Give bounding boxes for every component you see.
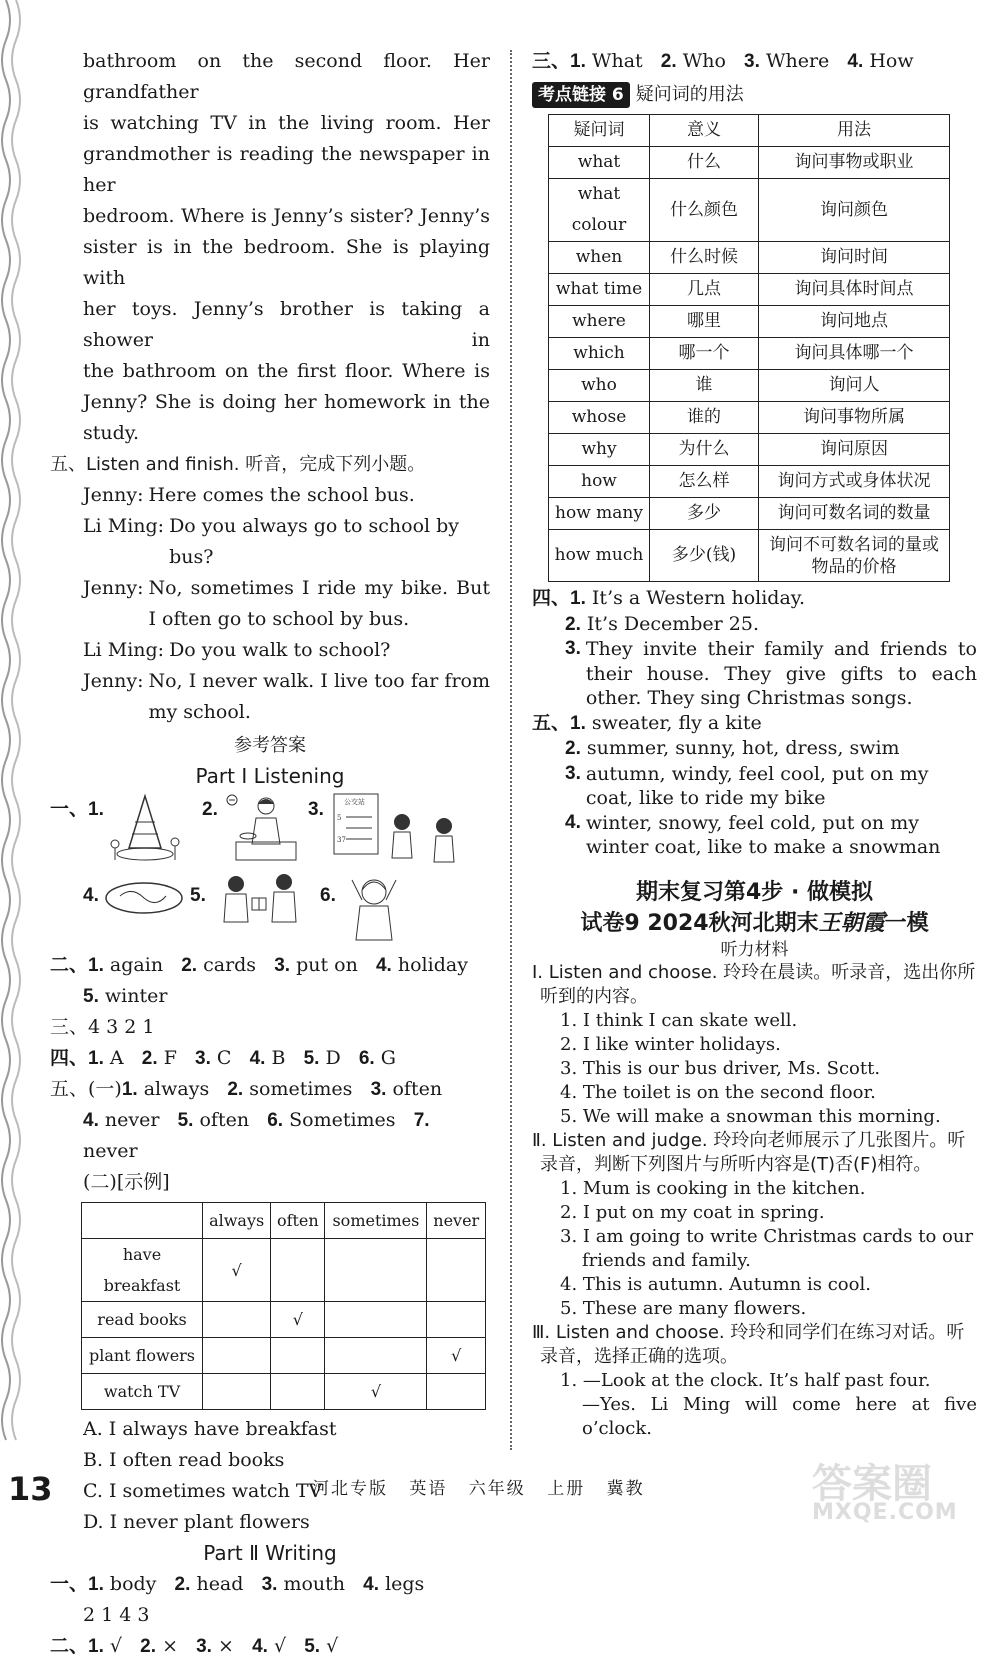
item-number: 1. [88, 1048, 104, 1069]
passage-line: her toys. Jenny’s brother is taking a shower in [83, 298, 490, 351]
answer: sometimes [249, 1078, 353, 1100]
item-number: 2. [565, 738, 581, 759]
item-number: 5. [304, 1636, 321, 1657]
listening-item: 4. The toilet is on the second floor. [560, 1081, 876, 1103]
cell: 为什么 [650, 434, 759, 466]
item-number: 4. [565, 811, 581, 833]
page-number: 13 [8, 1470, 53, 1508]
question-word-table [548, 114, 950, 582]
answer: B [271, 1047, 286, 1069]
answer: How [869, 50, 914, 72]
cell: where [549, 306, 650, 338]
activity: watch TV [82, 1374, 203, 1410]
speaker: Li Ming: [83, 639, 165, 661]
cell: 多少 [650, 498, 759, 530]
check-cell: √ [271, 1302, 325, 1338]
sec-label: 三、 [532, 51, 571, 72]
table-header: never [427, 1203, 486, 1239]
item-number: 3. [195, 1048, 211, 1069]
handwritten-name: 王朝霞 [818, 909, 885, 936]
table-row [549, 402, 950, 434]
item-number: 1. [570, 51, 586, 72]
cell: how many [549, 498, 650, 530]
answer: autumn, windy, feel cool, put on my coat, like to ride my bike [585, 762, 929, 809]
item-number: 5. [303, 1048, 320, 1069]
pic-label: 一、1. [50, 799, 104, 820]
item-number: 2. [140, 1636, 157, 1657]
table-row [549, 274, 950, 306]
christmas-tree-party-icon [105, 792, 185, 868]
check-cell [427, 1239, 486, 1302]
dialogue-line [83, 511, 490, 573]
answer: They invite their family and friends to their house. They give gifts to each other. They sing Christmas songs. [585, 638, 977, 709]
check-cell [427, 1302, 486, 1338]
check-cell: √ [427, 1338, 486, 1374]
answer: × [218, 1635, 234, 1657]
item-number: 4. [363, 1574, 380, 1595]
reading-passage [50, 46, 490, 449]
table-header: 疑问词 [549, 115, 650, 147]
pic-label: 4. [83, 885, 99, 906]
pic-label: 6. [320, 885, 336, 906]
pic-label: 3. [308, 799, 324, 820]
answer: never [83, 1140, 138, 1162]
dialogue-line [83, 480, 490, 511]
answer: never [104, 1109, 160, 1131]
sec-label: 四、 [50, 1048, 89, 1069]
order-answer: 2 1 4 3 [83, 1604, 150, 1626]
table-row [82, 1374, 486, 1410]
item-number: 4. [252, 1636, 268, 1657]
answer: cards [203, 954, 257, 976]
answer: Who [682, 50, 726, 72]
wavy-border-decoration [0, 0, 26, 1536]
check-cell [325, 1338, 427, 1374]
cell: 哪一个 [650, 338, 759, 370]
check-cell: √ [203, 1239, 271, 1302]
item-number: 6. [358, 1048, 375, 1069]
table-header: sometimes [325, 1203, 427, 1239]
girl-cooking-icon [226, 792, 306, 868]
bus-number: 37 [337, 836, 346, 844]
check-cell [203, 1374, 271, 1410]
table-row [549, 242, 950, 274]
table-row [549, 338, 950, 370]
column-divider [510, 50, 512, 1450]
answer: √ [109, 1635, 123, 1657]
answers-title: 参考答案 [234, 735, 306, 756]
answer: √ [326, 1635, 339, 1657]
cell: 询问具体时间点 [759, 274, 950, 306]
check-cell [325, 1302, 427, 1338]
cell: 什么 [650, 147, 759, 179]
listening-item: 5. These are many flowers. [560, 1297, 807, 1319]
item-number: 3. [565, 762, 581, 784]
table-row [549, 147, 950, 179]
table-row [82, 1239, 486, 1302]
cell: 询问事物所属 [759, 402, 950, 434]
cell: 询问具体哪一个 [759, 338, 950, 370]
listening-item: 3. I am going to write Christmas cards to our friends and family. [560, 1225, 974, 1271]
answer-sec5-right [532, 711, 977, 860]
cell: 谁的 [650, 402, 759, 434]
speaker: Li Ming: [83, 515, 165, 537]
item-number: 6. [267, 1110, 284, 1131]
knowledge-link [532, 79, 977, 110]
answer-sec4-right [532, 586, 977, 711]
table-row [549, 466, 950, 498]
cell: 询问地点 [759, 306, 950, 338]
answer: summer, sunny, hot, dress, swim [586, 737, 900, 759]
answer: holiday [397, 954, 468, 976]
answer: body [109, 1573, 157, 1595]
item-number: 2. [174, 1574, 191, 1595]
children-exchanging-gifts-icon [214, 870, 304, 930]
sec-label: 一、 [50, 1574, 89, 1595]
cell: 询问颜色 [759, 179, 950, 242]
item-number: 3. [274, 955, 291, 976]
cell: which [549, 338, 650, 370]
utterance: Do you walk to school? [169, 639, 391, 661]
item-number: 4. [249, 1048, 266, 1069]
cell: why [549, 434, 650, 466]
answer: again [109, 954, 164, 976]
sec-label: 四、 [532, 588, 571, 609]
cell: 几点 [650, 274, 759, 306]
listening-item: 1. I think I can skate well. [560, 1009, 798, 1031]
dialogue-line [83, 573, 490, 635]
footer-text: 河北专版 英语 六年级 上册 冀教 [312, 1479, 645, 1499]
check-cell [203, 1302, 271, 1338]
cold-child-icon [344, 870, 404, 946]
item-number: 2. [565, 613, 581, 635]
table-row [549, 370, 950, 402]
sec-label: 二、 [50, 1636, 89, 1657]
listening-item: 2. I like winter holidays. [560, 1033, 781, 1055]
bus-stop-children-icon [332, 792, 462, 868]
passage-line: grandmother is reading the newspaper in her [83, 143, 490, 196]
answer: often [392, 1078, 443, 1100]
link-tag: 考点链接 6 [532, 82, 630, 108]
table-row [82, 1338, 486, 1374]
answer: D [325, 1047, 341, 1069]
cell: how much [549, 530, 650, 582]
writing-sec2 [50, 1631, 490, 1662]
cell: 询问不可数名词的量或物品的价格 [759, 530, 950, 582]
link-title: 疑问词的用法 [635, 84, 744, 105]
answer: It’s a Western holiday. [591, 587, 806, 609]
answer: often [199, 1109, 250, 1131]
cell: 谁 [650, 370, 759, 402]
utterance: Do you always go to school by bus? [169, 515, 460, 568]
cell: whose [549, 402, 650, 434]
check-cell [271, 1239, 325, 1302]
cell: 哪里 [650, 306, 759, 338]
listening-item: 5. We will make a snowman this morning. [560, 1105, 941, 1127]
item-number: 5. [177, 1110, 194, 1131]
listening-material-title: 听力材料 [720, 939, 789, 960]
passage-line: is watching TV in the living room. Her [83, 112, 490, 134]
item-number: 3. [196, 1636, 212, 1657]
table-row [549, 434, 950, 466]
section-title: Ⅰ. Listen and choose. 玲玲在晨读。听录音，选出你所听到的内容。 [532, 961, 976, 1007]
bus-number: 5 [337, 814, 342, 822]
cell: what colour [549, 179, 650, 242]
item-number: 1. [88, 1636, 104, 1657]
paper-title-suffix: 一模 [884, 910, 929, 936]
item-number: 4. [375, 955, 392, 976]
check-cell [427, 1374, 486, 1410]
part1-title: Part Ⅰ Listening [195, 764, 345, 788]
item-number: 1. [88, 955, 104, 976]
item-number: 4. [83, 1110, 99, 1131]
answer: winter [104, 985, 168, 1007]
paper-title [532, 908, 977, 939]
answer-sec3-right [532, 46, 977, 77]
answer: C [216, 1047, 232, 1069]
pic-label: 2. [202, 799, 218, 820]
right-column [532, 46, 977, 1441]
activity: have breakfast [82, 1239, 203, 1302]
check-cell [325, 1239, 427, 1302]
item-number: 1. [88, 1574, 104, 1595]
table-row [549, 530, 950, 582]
answer: × [162, 1635, 178, 1657]
utterance: Here comes the school bus. [148, 484, 415, 506]
listening-item: 3. This is our bus driver, Ms. Scott. [560, 1057, 881, 1079]
table-header: always [203, 1203, 271, 1239]
answer: always [143, 1078, 210, 1100]
table-row [549, 498, 950, 530]
left-column [50, 46, 490, 1662]
cell: what time [549, 274, 650, 306]
item-number: 3. [261, 1574, 278, 1595]
item-number: 1. [121, 1079, 138, 1100]
answer-sec2 [50, 950, 490, 1012]
cell: 多少(钱) [650, 530, 759, 582]
table-header: often [271, 1203, 325, 1239]
answer: F [163, 1047, 177, 1069]
listening-II [532, 1129, 977, 1321]
section5-title: 五、Listen and finish. 听音，完成下列小题。 [50, 454, 426, 475]
cell: 询问时间 [759, 242, 950, 274]
table-header [82, 1203, 203, 1239]
passage-line: Jenny? She is doing her homework in the [83, 391, 490, 413]
activity: plant flowers [82, 1338, 203, 1374]
answer-sec3: 三、4 3 2 1 [50, 1016, 155, 1038]
item-number: 7. [413, 1110, 430, 1131]
answer: It’s December 25. [586, 612, 760, 635]
part2-title: Part Ⅱ Writing [203, 1541, 337, 1565]
cell: what [549, 147, 650, 179]
item-number: 1. [570, 588, 586, 609]
answer: G [380, 1047, 396, 1069]
table-row [549, 306, 950, 338]
picture-row-1 [50, 792, 490, 870]
item-number: 3. [370, 1079, 387, 1100]
speaker: Jenny: [83, 670, 144, 692]
frequency-table [81, 1202, 486, 1410]
picture-row-2 [50, 870, 490, 950]
cell: how [549, 466, 650, 498]
cell: who [549, 370, 650, 402]
dialogue [50, 480, 490, 728]
answer: What [591, 50, 643, 72]
writing-sec1 [50, 1569, 490, 1631]
item-number: 4. [847, 51, 864, 72]
table-header: 用法 [759, 115, 950, 147]
cell: 什么颜色 [650, 179, 759, 242]
sec-label: 五、(一) [50, 1078, 122, 1100]
passage-line: bedroom. Where is Jenny’s sister? Jenny’s [83, 205, 490, 227]
review-title: 期末复习第4步 · 做模拟 [636, 879, 873, 905]
passage-line: study. [83, 422, 140, 444]
sec-label: 五、 [532, 712, 571, 734]
skating-rink-icon [102, 878, 186, 918]
answer: sweater, fly a kite [591, 711, 762, 734]
listening-item: —Yes. Li Ming will come here at five o’clock. [582, 1393, 977, 1439]
item-number: 2. [141, 1048, 158, 1069]
item-number: 2. [227, 1079, 244, 1100]
cell: 询问人 [759, 370, 950, 402]
sentence: D. I never plant flowers [83, 1511, 310, 1533]
passage-line: sister is in the bedroom. She is playing with [83, 236, 490, 289]
dialogue-line [83, 635, 490, 666]
table-header: 意义 [650, 115, 759, 147]
listening-I [532, 961, 977, 1129]
table-row [549, 179, 950, 242]
section-title: Ⅲ. Listen and choose. 玲玲和同学们在练习对话。听录音，选择正确的选项。 [532, 1321, 965, 1367]
answer: Sometimes [289, 1109, 396, 1131]
watermark-url: MXQE.COM [812, 1500, 958, 1525]
sentence: B. I often read books [83, 1449, 285, 1471]
check-cell [271, 1374, 325, 1410]
table-row [82, 1302, 486, 1338]
item-number: 2. [181, 955, 198, 976]
answer-sec4 [50, 1043, 490, 1074]
answer: Where [765, 50, 830, 72]
speaker: Jenny: [83, 484, 144, 506]
cell: 询问方式或身体状况 [759, 466, 950, 498]
example-label: (二)[示例] [83, 1171, 170, 1193]
watermark-logo: 答案圈 [812, 1461, 932, 1507]
item-number: 1. [570, 712, 586, 734]
item-number: 3. [565, 638, 581, 659]
sec-label: 二、 [50, 955, 89, 976]
answer: mouth [283, 1573, 346, 1595]
utterance: No, sometimes I ride my bike. But I often go to school by bus. [148, 577, 490, 630]
item-number: 3. [744, 51, 760, 72]
check-cell [203, 1338, 271, 1374]
passage-line: the bathroom on the first floor. Where is [83, 360, 490, 382]
cell: when [549, 242, 650, 274]
cell: 询问原因 [759, 434, 950, 466]
bus-stop-sign-text: 公交站 [344, 798, 365, 806]
sentence: A. I always have breakfast [83, 1418, 337, 1440]
cell: 什么时候 [650, 242, 759, 274]
listening-item: 4. This is autumn. Autumn is cool. [560, 1273, 871, 1295]
paper-title-text: 试卷9 2024秋河北期末 [580, 910, 819, 936]
answer: legs [385, 1573, 425, 1595]
item-number: 5. [83, 986, 99, 1007]
cell: 询问事物或职业 [759, 147, 950, 179]
answer: head [196, 1573, 244, 1595]
cell: 询问可数名词的数量 [759, 498, 950, 530]
dialogue-line [83, 666, 490, 728]
activity: read books [82, 1302, 203, 1338]
listening-III [532, 1321, 977, 1441]
listening-item: 2. I put on my coat in spring. [560, 1201, 825, 1223]
listening-item: 1. —Look at the clock. It’s half past four. [560, 1369, 931, 1391]
answer: put on [296, 954, 358, 976]
check-cell [271, 1338, 325, 1374]
answer: A [109, 1047, 124, 1069]
speaker: Jenny: [83, 577, 144, 599]
answer: winter, snowy, feel cold, put on my winter coat, like to make a snowman [585, 811, 941, 858]
sentence: C. I sometimes watch TV [83, 1480, 323, 1502]
section-title: Ⅱ. Listen and judge. 玲玲向老师展示了几张图片。听录音，判断下列图片与所听内容是(T)否(F)相符。 [532, 1129, 966, 1175]
utterance: No, I never walk. I live too far from my school. [148, 670, 490, 723]
listening-item: 1. Mum is cooking in the kitchen. [560, 1177, 866, 1199]
answer: √ [273, 1635, 287, 1657]
passage-line: bathroom on the second floor. Her grandfather [83, 50, 490, 103]
cell: 怎么样 [650, 466, 759, 498]
answer-sec5 [50, 1074, 490, 1198]
item-number: 2. [660, 51, 677, 72]
pic-label: 5. [190, 885, 206, 906]
check-cell: √ [325, 1374, 427, 1410]
